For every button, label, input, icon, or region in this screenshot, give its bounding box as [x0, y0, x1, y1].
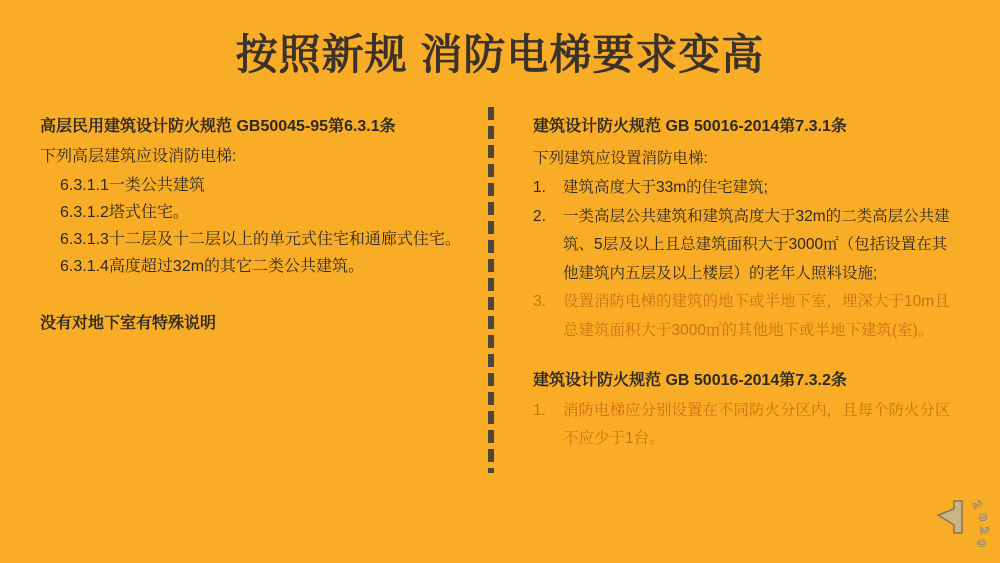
list-item	[533, 203, 958, 289]
dashed-divider	[488, 107, 494, 473]
new-regulation-items-731	[533, 174, 958, 345]
new-regulation-heading-731: 建筑设计防火规范 GB 50016-2014第7.3.1条	[533, 118, 847, 135]
list-item-highlighted	[533, 397, 958, 454]
digit-0: 0	[974, 538, 988, 548]
digit-2: 2	[977, 525, 991, 535]
digit-2: 2	[969, 498, 985, 512]
item-number: 2.	[533, 207, 546, 225]
list-item	[533, 174, 958, 203]
item-text: 建筑高度大于33m的住宅建筑;	[563, 179, 768, 196]
list-item: 6.3.1.3十二层及十二层以上的单元式住宅和通廊式住宅。	[60, 231, 461, 248]
audio-badge-label	[992, 489, 993, 490]
item-text: 一类高层公共建筑和建筑高度大于32m的二类高层公共建筑、5层及以上且总建筑面积大于3000㎡（包括设置在其他建筑内五层及以上楼层）的老年人照料设施;	[563, 207, 950, 282]
old-regulation-panel	[40, 113, 480, 280]
item-number: 1.	[533, 401, 546, 419]
speaker-icon	[932, 489, 992, 553]
new-regulation-intro: 下列建筑应设置消防电梯:	[533, 149, 708, 167]
old-regulation-heading: 高层民用建筑设计防火规范 GB50045-95第6.3.1条	[40, 118, 396, 135]
basement-note: 没有对地下室有特殊说明	[40, 315, 217, 332]
new-regulation-heading-732: 建筑设计防火规范 GB 50016-2014第7.3.2条	[533, 372, 847, 389]
list-item: 6.3.1.1一类公共建筑	[60, 177, 205, 194]
new-regulation-items-732	[533, 397, 958, 454]
new-regulation-panel	[533, 113, 958, 454]
slide-title: 按照新规 消防电梯要求变高	[235, 31, 765, 78]
list-item: 6.3.1.4高度超过32m的其它二类公共建筑。	[60, 258, 365, 275]
audio-speaker-button[interactable]	[932, 489, 992, 553]
old-regulation-intro: 下列高层建筑应设消防电梯:	[40, 148, 237, 165]
item-number: 1.	[533, 179, 546, 196]
speaker-wave-digits	[969, 498, 990, 548]
old-regulation-items	[40, 172, 480, 280]
speaker-body	[938, 501, 962, 533]
item-text: 消防电梯应分别设置在不同防火分区内，且每个防火分区不应少于1台。	[563, 401, 951, 447]
item-text: 设置消防电梯的建筑的地下或半地下室，埋深大于10m且总建筑面积大于3000㎡的其他地下或半地下建筑(室)。	[563, 293, 950, 339]
list-item-highlighted	[533, 288, 958, 345]
item-number: 3.	[533, 293, 546, 310]
digit-0: 0	[975, 511, 990, 524]
list-item: 6.3.1.2塔式住宅。	[60, 204, 189, 221]
